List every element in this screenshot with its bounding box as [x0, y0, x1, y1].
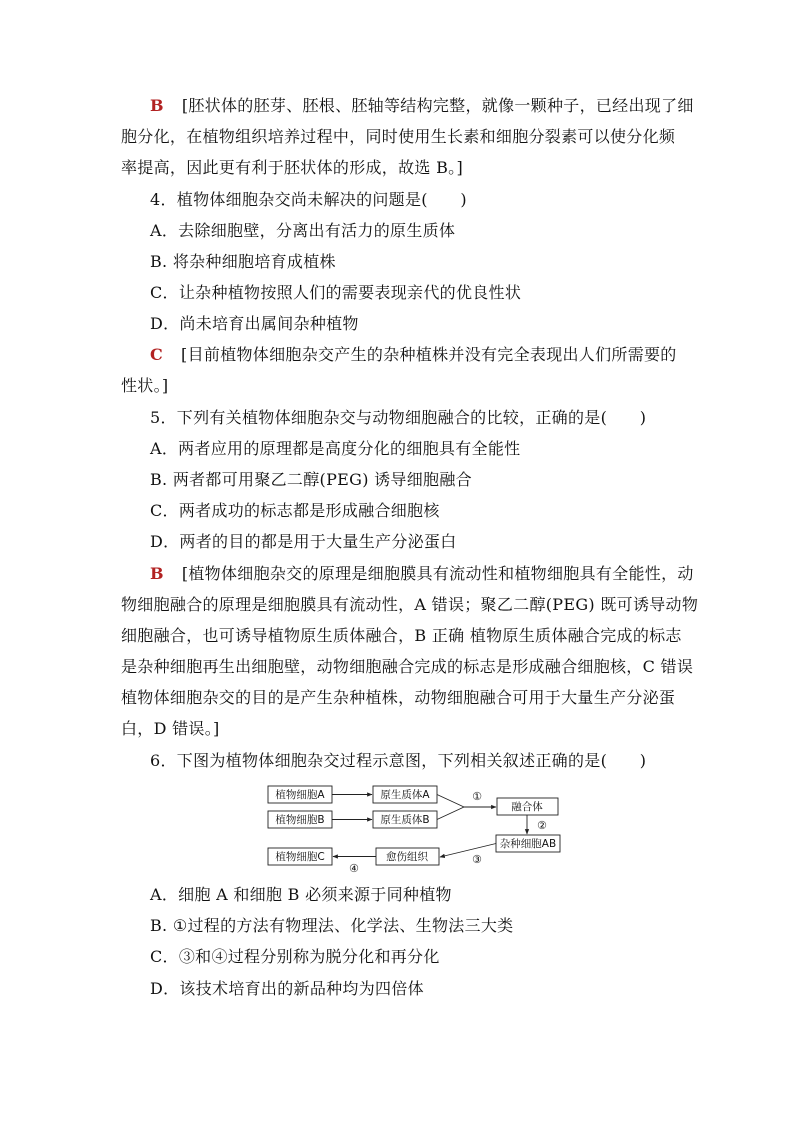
step-2-label: ② [537, 819, 547, 832]
q3-answer-line-1: B [胚状体的胚芽、胚根、胚轴等结构完整，就像一颗种子，已经出现了细 [150, 96, 694, 115]
q5-answer-line-3: 细胞融合，也可诱导植物原生质体融合，B 正确 植物原生质体融合完成的标志 [121, 626, 682, 645]
label-protoplast-a: 原生质体A [380, 789, 430, 801]
q4-option-d: D．尚未培育出属间杂种植物 [150, 314, 359, 333]
q5-option-c: C．两者成功的标志都是形成融合细胞核 [150, 501, 440, 520]
q5-answer-line-1: B [植物体细胞杂交的原理是细胞膜具有流动性和植物细胞具有全能性，动 [150, 564, 694, 583]
q5-answer-line-5: 植物体细胞杂交的目的是产生杂种植株，动物细胞融合可用于大量生产分泌蛋 [121, 688, 676, 707]
q5-answer-letter: B [150, 564, 164, 583]
q4-answer-line-1: C [目前植物体细胞杂交产生的杂种植株并没有完全表现出人们所需要的 [150, 345, 677, 364]
q5-option-d: D．两者的目的都是用于大量生产分泌蛋白 [150, 532, 457, 551]
label-plant-cell-a: 植物细胞A [275, 789, 325, 801]
label-callus: 愈伤组织 [386, 851, 428, 863]
q6-stem: 6．下图为植物体细胞杂交过程示意图，下列相关叙述正确的是( ) [150, 751, 647, 770]
q4-answer-line-2: 性状。] [121, 376, 169, 395]
q4-answer-letter: C [150, 345, 164, 364]
q5-answer-line-6: 白，D 错误。] [121, 719, 220, 738]
q4-option-c: C．让杂种植物按照人们的需要表现亲代的优良性状 [150, 283, 522, 302]
q6-option-d: D．该技术培育出的新品种均为四倍体 [150, 979, 424, 998]
label-plant-cell-c: 植物细胞C [275, 851, 325, 863]
q5-answer-line-4: 是杂种细胞再生出细胞壁，动物细胞融合完成的标志是形成融合细胞核，C 错误 [121, 657, 694, 676]
q5-option-a: A．两者应用的原理都是高度分化的细胞具有全能性 [150, 439, 521, 458]
label-plant-cell-b: 植物细胞B [275, 814, 325, 826]
step-4-label: ④ [349, 862, 359, 873]
label-protoplast-b: 原生质体B [380, 814, 430, 826]
q3-answer-letter: B [150, 96, 164, 115]
hybridization-diagram [264, 783, 564, 873]
q3-answer-line-2: 胞分化，在植物组织培养过程中，同时使用生长素和细胞分裂素可以使分化频 [121, 127, 676, 146]
q4-option-b: B. 将杂种细胞培育成植株 [150, 252, 336, 271]
label-fused: 融合体 [511, 801, 543, 813]
converge-line-b [437, 807, 464, 820]
q6-option-b: B. ①过程的方法有物理法、化学法、生物法三大类 [150, 916, 514, 935]
step-1-label: ① [472, 790, 482, 803]
q5-option-b: B. 两者都可用聚乙二醇(PEG) 诱导细胞融合 [150, 470, 472, 489]
q3-answer-line-3: 率提高，因此更有利于胚状体的形成，故选 B。] [121, 158, 463, 177]
step-3-label: ③ [472, 853, 482, 866]
q4-option-a: A．去除细胞壁，分离出有活力的原生质体 [150, 221, 456, 240]
arrow-to-callus [440, 844, 496, 858]
q4-stem: 4．植物体细胞杂交尚未解决的问题是( ) [150, 190, 467, 209]
q5-stem: 5．下列有关植物体细胞杂交与动物细胞融合的比较，正确的是( ) [150, 408, 647, 427]
converge-line-a [437, 795, 464, 808]
label-hybrid-cell: 杂种细胞AB [499, 838, 557, 850]
q6-option-c: C．③和④过程分别称为脱分化和再分化 [150, 947, 440, 966]
q5-answer-line-2: 物细胞融合的原理是细胞膜具有流动性，A 错误；聚乙二醇(PEG) 既可诱导动物 [121, 595, 699, 614]
q6-option-a: A．细胞 A 和细胞 B 必须来源于同种植物 [150, 885, 452, 904]
